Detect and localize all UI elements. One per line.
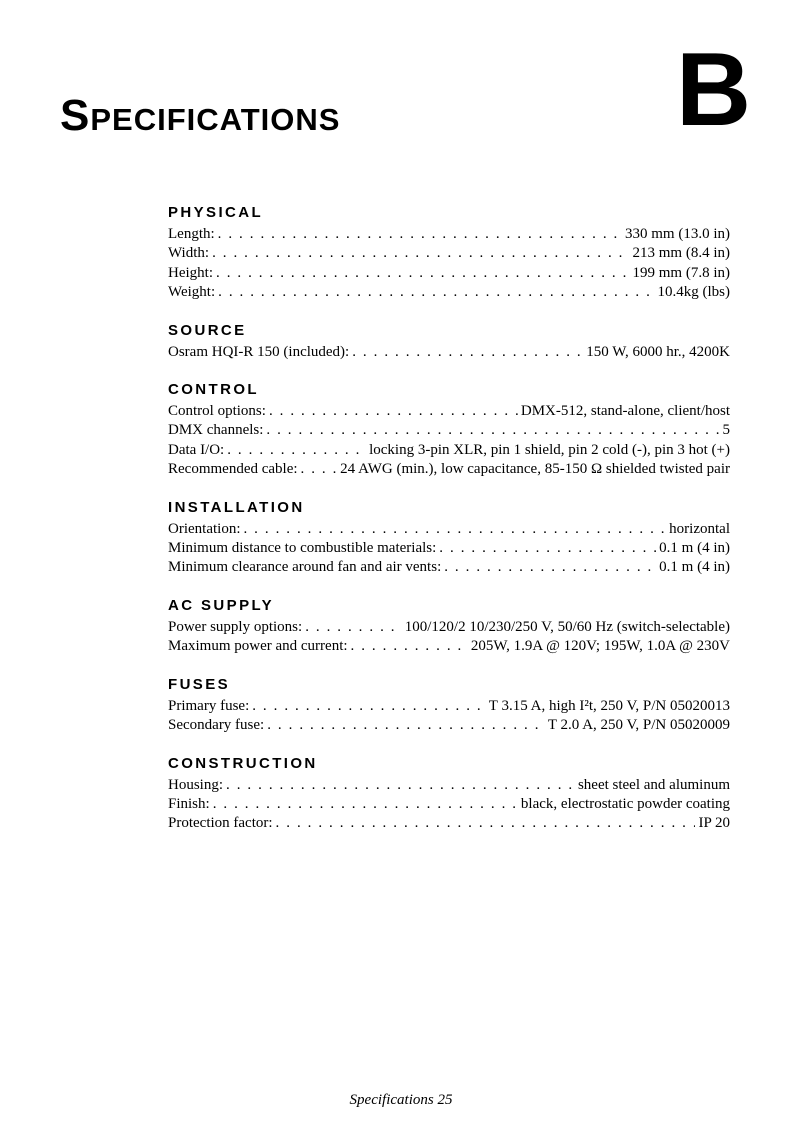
page-footer: Specifications 25 (349, 1092, 453, 1108)
spec-value: 5 (722, 422, 730, 439)
dot-leader (444, 558, 656, 577)
spec-label: Housing: (168, 776, 224, 793)
spec-label: Power supply options: (168, 618, 303, 635)
spec-row (168, 343, 730, 362)
spec-row (168, 421, 730, 440)
spec-label: Protection factor: (168, 815, 273, 832)
spec-row (168, 244, 730, 263)
section-source (168, 321, 730, 362)
page-title: Specifications (60, 91, 341, 140)
section-heading: PHYSICAL (168, 204, 264, 221)
spec-row (168, 460, 730, 479)
spec-label: Primary fuse: (168, 697, 250, 714)
dot-leader (226, 776, 575, 795)
dot-leader (243, 520, 666, 539)
spec-label: Minimum distance to combustible materials: (168, 540, 437, 557)
chapter-letter: B (676, 32, 752, 148)
spec-value: black, electrostatic powder coating (520, 795, 730, 812)
spec-value: 100/120/2 10/230/250 V, 50/60 Hz (switch-selectable) (404, 618, 730, 635)
spec-value: 205W, 1.9A @ 120V; 195W, 1.0A @ 230V (470, 638, 730, 655)
section-heading: SOURCE (168, 321, 247, 339)
spec-label: Osram HQI-R 150 (included): (168, 343, 350, 360)
spec-label: Weight: (168, 284, 216, 301)
dot-leader (439, 539, 656, 558)
section-construction (168, 754, 730, 834)
spec-row (168, 795, 730, 814)
spec-label: Finish: (168, 795, 210, 812)
dot-leader (305, 618, 402, 637)
spec-row (168, 520, 730, 539)
spec-value: 330 mm (13.0 in) (625, 226, 730, 242)
spec-value: T 3.15 A, high I²t, 250 V, P/N 05020013 (488, 697, 730, 714)
dot-leader (213, 795, 518, 814)
spec-row (168, 402, 730, 421)
spec-value: IP 20 (698, 815, 730, 832)
spec-label: DMX channels: (168, 422, 264, 439)
spec-row (168, 776, 730, 795)
spec-value: 213 mm (8.4 in) (632, 245, 730, 262)
section-heading: CONSTRUCTION (168, 754, 318, 772)
dot-leader (269, 402, 518, 421)
spec-row (168, 814, 730, 833)
dot-leader (218, 283, 654, 302)
dot-leader (301, 460, 338, 479)
spec-value: locking 3-pin XLR, pin 1 shield, pin 2 cold (-), pin 3 hot (+) (369, 441, 730, 458)
dot-leader (227, 441, 366, 460)
spec-label: Width: (168, 245, 210, 262)
section-fuses (168, 675, 730, 736)
spec-row (168, 637, 730, 656)
spec-label: Maximum power and current: (168, 638, 348, 655)
spec-label: Height: (168, 264, 213, 281)
spec-value: 10.4kg (lbs) (657, 284, 730, 301)
spec-value: sheet steel and aluminum (577, 776, 730, 793)
dot-leader (212, 244, 629, 263)
spec-value: horizontal (669, 520, 730, 537)
specifications-content (168, 203, 730, 852)
dot-leader (216, 264, 630, 283)
section-heading: CONTROL (168, 381, 259, 399)
spec-label: Orientation: (168, 520, 241, 537)
spec-row (168, 697, 730, 716)
spec-label: Minimum clearance around fan and air vents: (168, 559, 442, 576)
spec-label: Recommended cable: (168, 461, 298, 478)
dot-leader (252, 697, 486, 716)
spec-row (168, 558, 730, 577)
spec-row (168, 441, 730, 460)
spec-label: Length: (168, 226, 215, 242)
dot-leader (352, 343, 583, 362)
spec-row (168, 283, 730, 302)
spec-row (168, 225, 730, 244)
spec-value: 24 AWG (min.), low capacitance, 85-150 Ω shielded twisted pair (340, 461, 730, 478)
spec-row (168, 716, 730, 735)
dot-leader (218, 225, 622, 244)
section-installation (168, 498, 730, 578)
spec-value: 0.1 m (4 in) (659, 559, 730, 576)
spec-value: 199 mm (7.8 in) (632, 264, 730, 281)
dot-leader (267, 716, 545, 735)
dot-leader (276, 814, 696, 833)
spec-label: Data I/O: (168, 441, 225, 458)
spec-label: Secondary fuse: (168, 717, 265, 734)
spec-row (168, 539, 730, 558)
dot-leader (351, 637, 468, 656)
section-ac-supply (168, 596, 730, 657)
section-control (168, 380, 730, 480)
section-heading: INSTALLATION (168, 498, 305, 516)
spec-row (168, 618, 730, 637)
spec-value: DMX-512, stand-alone, client/host (520, 403, 730, 420)
spec-row (168, 264, 730, 283)
spec-label: Control options: (168, 403, 266, 420)
section-heading: AC SUPPLY (168, 596, 275, 614)
dot-leader (266, 421, 719, 440)
spec-value: T 2.0 A, 250 V, P/N 05020009 (547, 717, 730, 734)
spec-value: 150 W, 6000 hr., 4200K (586, 343, 730, 360)
spec-value: 0.1 m (4 in) (659, 540, 730, 557)
section-heading: FUSES (168, 675, 231, 693)
section-physical (168, 203, 730, 303)
